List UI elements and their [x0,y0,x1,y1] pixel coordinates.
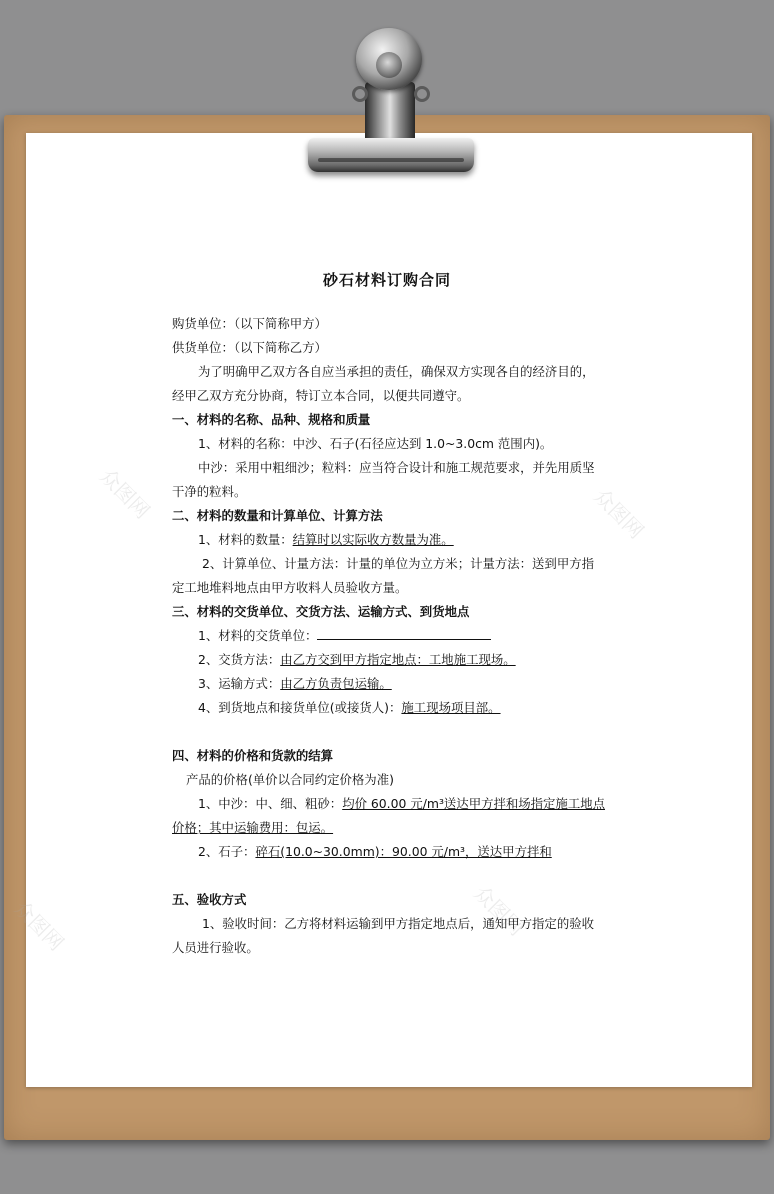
section3-item4 [172,696,602,720]
item-label: 2、石子： [198,844,256,859]
intro-paragraph-cont: 经甲乙双方充分协商，特订立本合同，以便共同遵守。 [172,388,470,403]
section1-item1: 1、材料的名称：中沙、石子(石径应达到 1.0~3.0cm 范围内)。 [198,436,553,451]
clip-hook-left [352,86,368,102]
item-label: 1、中沙：中、细、粗砂： [198,796,343,811]
section-heading: 四、材料的价格和货款的结算 [172,748,334,763]
intro-paragraph: 为了明确甲乙双方各自应当承担的责任，确保双方实现各自的经济目的， [198,364,595,379]
item-value: 价格；其中运输费用：包运。 [172,820,334,835]
section5-item1: 1、验收时间：乙方将材料运输到甲方指定地点后，通知甲方指定的验收 [202,916,594,931]
section-heading: 一、材料的名称、品种、规格和质量 [172,412,371,427]
watermark: 众图网 [9,895,69,956]
section-heading: 五、验收方式 [172,892,247,907]
section-spacer [172,864,602,888]
item-label: 2、交货方法： [198,652,281,667]
section5-item1-cont: 人员进行验收。 [172,940,259,955]
item-label: 4、到货地点和接货单位(或接货人)： [198,700,402,715]
clip-hook-right [414,86,430,102]
section4-item1-cont [172,816,602,840]
section2-item1 [172,528,602,552]
section3-item3 [172,672,602,696]
buyer-line: 购货单位：（以下简称甲方） [172,316,327,331]
section4-note: 产品的价格(单价以合同约定价格为准) [186,772,394,787]
section2-item2: 2、计算单位、计量方法：计量的单位为立方米；计量方法：送到甲方指 [202,556,594,571]
item-value: 由乙方交到甲方指定地点：工地施工现场。 [280,652,516,667]
item-value: 结算时以实际收方数量为准。 [292,532,454,547]
item-label: 1、材料的交货单位： [198,628,318,643]
watermark: 众图网 [95,463,155,524]
clip-ring-hole [376,52,402,78]
section1-item2: 中沙：采用中粗细沙；粒料：应当符合设计和施工规范要求，并先用质坚 [198,460,595,475]
supplier-line: 供货单位：（以下简称乙方） [172,340,327,355]
item-value: 均价 60.00 元/m³送达甲方拌和场指定施工地点 [342,796,605,811]
watermark: 众图网 [589,483,649,544]
blank-fill-line [317,626,491,640]
contract-document [172,262,605,960]
section-spacer [172,720,602,744]
section-heading: 二、材料的数量和计算单位、计算方法 [172,508,383,523]
section4-item1 [172,792,605,816]
section1-item2-cont: 干净的粒料。 [172,484,247,499]
section3-item1 [172,624,602,648]
item-value: 施工现场项目部。 [401,700,501,715]
section4-item2 [172,840,602,864]
item-value: 碎石(10.0~30.0mm)：90.00 元/m³，送达甲方拌和 [255,844,552,859]
page-title: 砂石材料订购合同 [322,271,451,289]
item-label: 3、运输方式： [198,676,281,691]
section3-item2 [172,648,602,672]
section2-item2-cont: 定工地堆料地点由甲方收料人员验收方量。 [172,580,408,595]
section-heading: 三、材料的交货单位、交货方法、运输方式、到货地点 [172,604,470,619]
watermark: 众图网 [469,880,529,941]
item-label: 1、材料的数量： [198,532,293,547]
item-value: 由乙方负责包运输。 [280,676,392,691]
binder-clip [308,138,474,172]
clip-stem [365,82,415,142]
